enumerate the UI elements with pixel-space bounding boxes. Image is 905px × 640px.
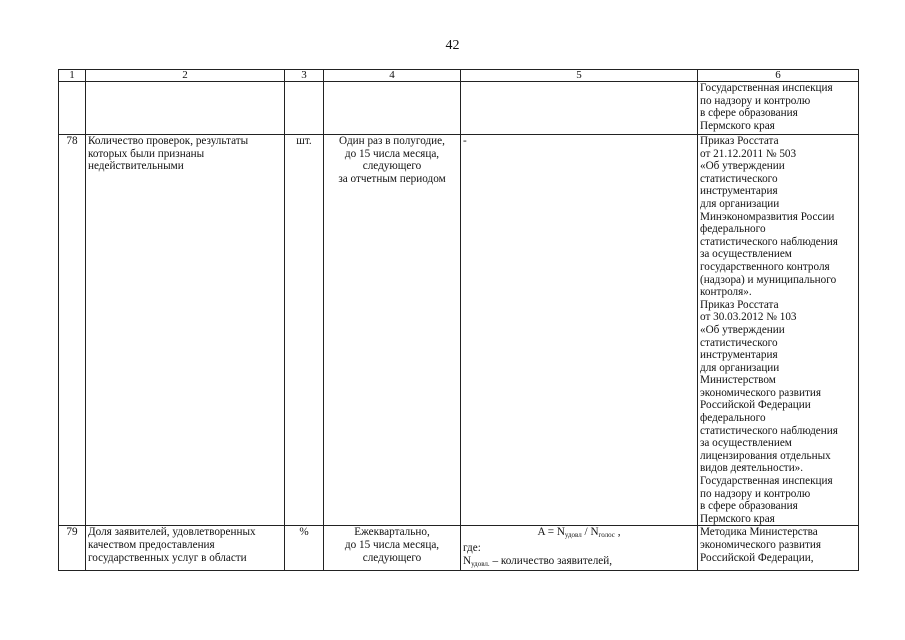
row-number: 79 [59, 526, 86, 571]
formula: $A = N_{удовл} / N_{голос}$ , [537, 526, 621, 540]
indicators-table [58, 69, 859, 571]
column-number-row [59, 70, 859, 82]
indicator-name: Доля заявителей, удовлетворенных качеством предоставления государственных услуг в области [86, 526, 285, 571]
col-header-4: 4 [324, 70, 461, 82]
reporting-period: Ежеквартально, до 15 числа месяца, следующего [324, 526, 461, 571]
table-row-79 [59, 526, 859, 571]
table-row-78 [59, 135, 859, 526]
variable-definition: $N_{удовл.}$ – количество заявителей, [463, 554, 613, 568]
col-header-5: 5 [461, 70, 698, 82]
continued-source-cell: Государственная инспекция по надзору и контролю в сфере образования Пермского края [698, 82, 859, 135]
continued-row [59, 82, 859, 135]
col-header-2: 2 [86, 70, 285, 82]
unit: % [285, 526, 324, 571]
indicator-name: Количество проверок, результаты которых были признаны недействительными [86, 135, 285, 526]
col-header-1: 1 [59, 70, 86, 82]
row-number: 78 [59, 135, 86, 526]
where-label: где: [463, 542, 481, 554]
source-cell: Приказ Росстата от 21.12.2011 № 503 «Об утверждении статистического инструментария для организации Минэкономразвития России федерального статистического наблюдения за осуществлением государственного контроля (надзора) и муниципального контроля». Приказ Росстата от 30.03.2012 № 103 «Об утверждении статистического инструментария для организации Министерством экономического развития Российской Федерации федерального статистического наблюдения за осуществлением лицензирования отдельных видов деятельности». Государственная инспекция по надзору и контролю в сфере образования Пермского края [698, 135, 859, 526]
reporting-period: Один раз в полугодие, до 15 числа месяца, следующего за отчетным периодом [324, 135, 461, 526]
col-header-6: 6 [698, 70, 859, 82]
calculation-method: - [461, 135, 698, 526]
col-header-3: 3 [285, 70, 324, 82]
source-cell: Методика Министерства экономического развития Российской Федерации, [698, 526, 859, 571]
page-number: 42 [445, 38, 460, 53]
calculation-method [461, 526, 698, 571]
unit: шт. [285, 135, 324, 526]
